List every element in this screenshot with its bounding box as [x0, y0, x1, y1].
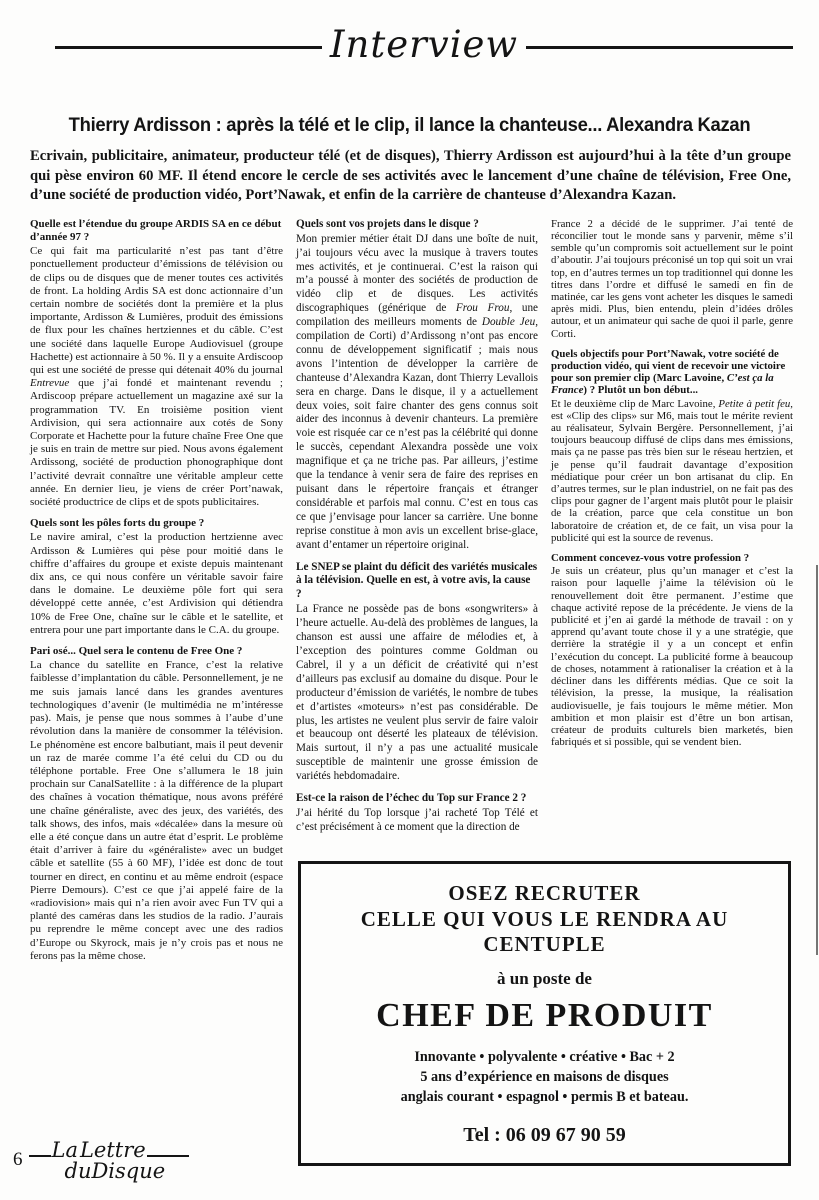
interview-answer: Et le deuxième clip de Marc Lavoine, Petite à petit feu, est «Clip des clips» sur M6, mais tout le mérite revient au réalisateur, Sylvain Bergère. Personnellement, j’ai toujours beaucoup diffusé de clips dans mes émissions, mais ça ne passe pas très bien sur le réseau hertzien, et je pense qu’il faudrait davantage d’exposition médiatique pour créer un bon artisanat du clip. En d’autres termes, sur le plan industriel, on ne fait pas des clips pour gagner de l’argent mais plutôt pour le plaisir de la création, parce que cela constitue un bon laboratoire de création et, de ce fait, un visa pour la publicité qui est la source de revenus.: [551, 397, 793, 544]
article-column-2: [296, 218, 538, 835]
ad-subline: à un poste de: [497, 968, 592, 988]
interview-answer: Le navire amiral, c’est la production hertzienne avec Ardisson & Lumières qui pèse pour moitié dans le chiffre d’affaires du groupe et existe depuis maintenant dix ans, ce qui nous confère un véritable savoir faire dans le domaine. Le deuxième pôle fort qui sera développé cette année, c’est Ardivision qui détiendra 10% de Free One, chaîne sur le câble et le satellite, et entrera pour une part importante dans le C.A. du groupe.: [30, 531, 283, 636]
ad-headline-line2: CELLE QUI VOUS LE RENDRA AU CENTUPLE: [360, 906, 729, 956]
logo-rule-trail: [147, 1155, 189, 1157]
interview-answer: La France ne possède pas de bons «songwriters» à l’heure actuelle. Au-delà des problèmes de langues, la chanson est aussi une affaire de mélodies et, à l’exception des pointures comme Goldman ou Cabrel, il y a un déficit de créativité qui n’est d’ailleurs pas exclusif au domaine du disque. Pour le producteur d’émission de variétés, le nombre de tubes et d’artistes «moteurs» n’est pas considérable. De plus, les artistes ne veulent plus servir de faire valoir et beaucoup ont déserté les plateaux de télévision. Mais surtout, il n’y a pas une actualité musicale susceptible de maintenir une grosse émission de variétés hebdomadaire.: [296, 603, 538, 783]
interview-question: Est-ce la raison de l’échec du Top sur France 2 ?: [296, 792, 527, 805]
scan-edge-artifact: [816, 565, 818, 955]
article-right-area: [296, 218, 793, 1166]
interview-question: Quels objectifs pour Port’Nawak, votre société de production vidéo, qui vient de recevoir une victoire pour son premier clip (Marc Lavoine, C’est ça la France) ? Plutôt un bon début...: [551, 347, 786, 397]
article-columns: [30, 218, 793, 1166]
page-footer: [13, 1140, 189, 1182]
article-column-1: [30, 218, 283, 1166]
logo-word-du: du: [64, 1159, 92, 1183]
logo-rule-lead: [29, 1155, 51, 1157]
magazine-logo: [29, 1140, 189, 1182]
interview-answer: Ce qui fait ma particularité n’est pas tant d’être ponctuellement producteur d’émissions de télévision ou de clips ou de disques que de mener toutes ces activités de front. La holding Ardis SA est donc actionnaire d’un certain nombre de sociétés dont la première et la plus importante, Ardisson & Lumières, produit des émissions de flux pour les chaînes hertziennes et du câble. C’est une société dans laquelle Europe Audiovisuel (groupe Hachette) est actionnaire à 50 %. Il y a ensuite Ardiscoop qui est une société de presse qui détenait 40% du journal Entrevue que j’ai fondé et maintenant revendu ; Ardiscoop prépare actuellement un magazine axé sur la programmation TV. En troisième position vient Ardivision, qui sera actionnaire aux cotés de Sony Corporate et Hachette pour la future chaîne Free One que je suis en train de mettre sur pied. Nous avons également Ardissong, société de production phonographique dont l’activité devrait connaître une véritable ampleur cette année. En dernier lieu, je viens de créer Port’nawak, société productrice de clips et de spots publicitaires.: [30, 245, 283, 509]
interview-question: Quelle est l’étendue du groupe ARDIS SA en ce début d’année 97 ?: [30, 217, 282, 243]
ad-requirement-2: 5 ans d’expérience en maisons de disques: [420, 1068, 669, 1085]
ad-position-title: CHEF DE PRODUIT: [376, 996, 713, 1034]
ad-phone-number: Tel : 06 09 67 90 59: [463, 1123, 626, 1146]
interview-question: Le SNEP se plaint du déficit des variétés musicales à la télévision. Quelle en est, à votre avis, la cause ?: [296, 560, 538, 601]
interview-answer: Mon premier métier était DJ dans une boîte de nuit, j’ai toujours vécu avec la musique à travers toutes mes activités, et je continuerai. C’est la raison qui m’a poussé à monter des sociétés de production de vidéo clip et de disques. Les activités discographiques (générique de Frou Frou, une compilation des meilleurs moments de Double Jeu, compilation de Corti) d’Ardissong n’ont pas encore connu de développement significatif ; mais nous avons l’intention de développer la carrière de chanteuse d’Alexandra Kazan, dont Thierry Levallois sera en charge. Dans le disque, il y a actuellement deux voies, soit faire chanter des gens connus soit aider des inconnus à devenir chanteurs. La première voie est risquée car ce n’est pas la célébrité qui donne le succès, cependant Alexandra possède une voix magnifique et ça ne triche pas. Par ailleurs, j’estime que la tendance à venir sera de faire des reprises en puisant dans le répertoire français et étranger considérable et parfois mal connu. C’est en tous cas ce que j’envisage pour lancer sa carrière. Une bonne reprise constitue à mon avis un excellent brise-glace, avant d’entamer un répertoire original.: [296, 232, 539, 551]
interview-question: Comment concevez-vous votre profession ?: [551, 552, 750, 565]
interview-answer: J’ai hérité du Top lorsque j’ai racheté Top Télé et c’est précisément à ce moment que la direction de: [296, 806, 538, 833]
article-columns-2-3: [296, 218, 793, 835]
ad-requirement-3: anglais courant • espagnol • permis B et bateau.: [400, 1088, 689, 1105]
interview-question: Pari osé... Quel sera le contenu de Free One ?: [30, 645, 243, 658]
interview-answer: La chance du satellite en France, c’est la relative faiblesse d’implantation du câble. Personnellement, je ne me suis jamais lancé dans les grandes aventures technologiques d’avenir (le multimédia ne m’intéresse pas). Mais, je pense que nous sommes à l’aube d’une révolution dans la manière de consommer la télévision. Le phénomène est encore balbutiant, mais il peut devenir un raz de marée comme l’a été celui du CD ou du téléphone portable. Free One s’allumera le 18 juin prochain sur CanalSatellite : à la différence de la plupart des chaînes à vocation thématique, nous avons préféré une chaîne généraliste, avec des jeux, des variétés, des talk shows, des infos, mais «décalée» dans la mesure où elle a été conçue dans un autre état d’esprit. Le problème était d’arriver à faire du «généraliste» avec un budget câble et satellite (55 à 60 MF), l’idée est donc de tout tourner en direct, en continu et au même endroit (espace Pierre Demours). C’est ce que j’ai appelé faire de la «radiovision» mais qui n’a rien avoir avec Fun TV qui a planté des caméras dans les studios de la radio. J’aurais pu reprendre le même concept avec une des radios d’Europe ou Skyrock, mais je n’y crois pas et nous ne ferons pas la même chose.: [30, 659, 283, 962]
article-title: Thierry Ardisson : après la télé et le clip, il lance la chanteuse... Alexandra Kazan: [68, 115, 751, 136]
section-header: [55, 23, 793, 69]
ad-requirement-1: Innovante • polyvalente • créative • Bac + 2: [414, 1048, 675, 1065]
interview-question: Quels sont les pôles forts du groupe ?: [30, 517, 205, 530]
logo-word-disque: Disque: [91, 1159, 166, 1183]
logo-top-line: [29, 1140, 189, 1161]
header-rule-right: [526, 46, 793, 49]
article-column-3: [551, 218, 793, 835]
interview-question: Quels sont vos projets dans le disque ?: [296, 217, 479, 230]
interview-answer: Je suis un créateur, plus qu’un manager et c’est la raison pour laquelle j’aime la télévision où le renouvellement doit être permanent. J’estime que chaque activité repose de la précédente. Je viens de la publicité et j’en ai gardé la méthode de travail : on y apprend qu’avant toute chose il y a une stratégie, que derrière la stratégie il y a un concept et enfin l’exécution du concept. La publicité forme à beaucoup de choses, notamment à rationaliser la création et à la décliner dans les différents médias. Que ce soit la télévision, la presse, la musique, la réalisation audiovisuelle, je fais toujours le même métier. Mon ambition et mon plaisir est d’être un bon artisan, créateur de produits culturels bien marketés, bien fabriqués et si possible, qui se vendent bien.: [551, 565, 793, 749]
ad-headline-line1: OSEZ RECRUTER: [448, 880, 641, 905]
logo-word-la: La: [51, 1138, 78, 1162]
page-number: 6: [13, 1149, 23, 1170]
section-title: Interview: [329, 23, 519, 66]
article-intro: Ecrivain, publicitaire, animateur, producteur télé (et de disques), Thierry Ardisson est aujourd’hui à la tête d’un groupe qui pèse environ 60 MF. Il étend encore le cercle de ses activités avec le lancement d’une chaîne de télévision, Free One, d’une société de production vidéo, Port’Nawak, et enfin de la carrière de chanteuse d’Alexandra Kazan.: [30, 148, 791, 204]
logo-bottom-line: [65, 1159, 166, 1183]
logo-word-lettre: Lettre: [79, 1138, 146, 1162]
interview-answer: France 2 a décidé de le supprimer. J’ai tenté de réconcilier tout le monde sans y parvenir, même s’il semble qu’un compromis soit actuellement sur le point d’aboutir. J’ai toujours préconisé un top qui soit un vrai top, en d’autres termes un top traditionnel qui donne les titres dans l’ordre et diffusé le samedi en fin de matinée, car les gens vont acheter les disques le samedi après midi. Plus, bien entendu, plein d’idées drôles autour, et un animateur qui sache de quoi il parle, genre Corti.: [551, 217, 793, 340]
recruitment-ad-box: [298, 861, 791, 1166]
header-rule-left: [55, 46, 322, 49]
